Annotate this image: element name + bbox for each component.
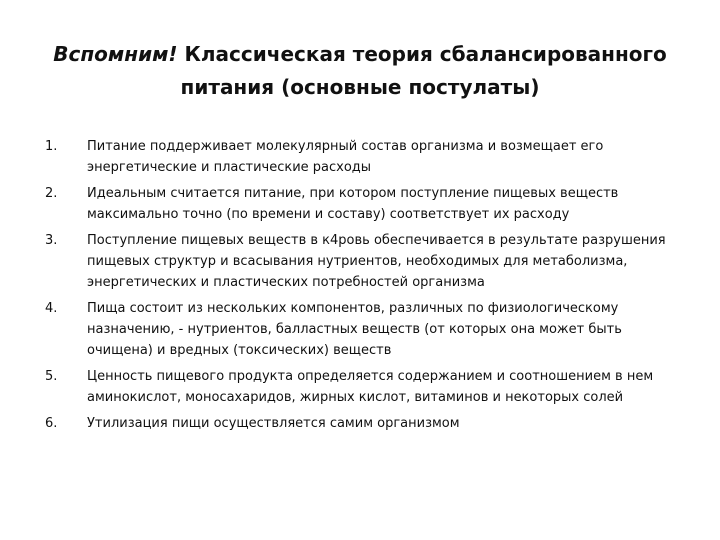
- item-text: Питание поддерживает молекулярный состав организма и возмещает его энергетические и пластические расходы: [87, 139, 604, 175]
- item-number: 2.: [45, 186, 58, 201]
- item-number: 1.: [45, 139, 58, 154]
- item-number: 3.: [45, 233, 58, 248]
- title-lead: Вспомним!: [53, 42, 178, 66]
- postulates-list: [45, 136, 685, 439]
- item-number: 4.: [45, 301, 58, 316]
- item-text: Пища состоит из нескольких компонентов, различных по физиологическому назначению, - нутриентов, балластных веществ (от которых она может быть очищена) и вредных (токсических) веществ: [87, 301, 622, 358]
- list-item: [45, 183, 685, 225]
- item-text: Утилизация пищи осуществляется самим организмом: [87, 416, 460, 431]
- slide-title: [30, 38, 690, 104]
- item-number: 5.: [45, 369, 58, 384]
- title-text: Классическая теория сбалансированного питания (основные постулаты): [177, 42, 667, 99]
- list-item: [45, 298, 685, 361]
- item-text: Идеальным считается питание, при котором поступление пищевых веществ максимально точно (по времени и составу) соответствует их расходу: [87, 186, 619, 222]
- list-item: [45, 230, 685, 293]
- list-item: [45, 413, 685, 434]
- list-item: [45, 366, 685, 408]
- item-number: 6.: [45, 416, 58, 431]
- item-text: Поступление пищевых веществ в к4ровь обеспечивается в результате разрушения пищевых структур и всасывания нутриентов, необходимых для метаболизма, энергетических и пластических потребностей организма: [87, 233, 666, 290]
- item-text: Ценность пищевого продукта определяется содержанием и соотношением в нем аминокислот, моносахаридов, жирных кислот, витаминов и некоторых солей: [87, 369, 654, 405]
- list-item: [45, 136, 685, 178]
